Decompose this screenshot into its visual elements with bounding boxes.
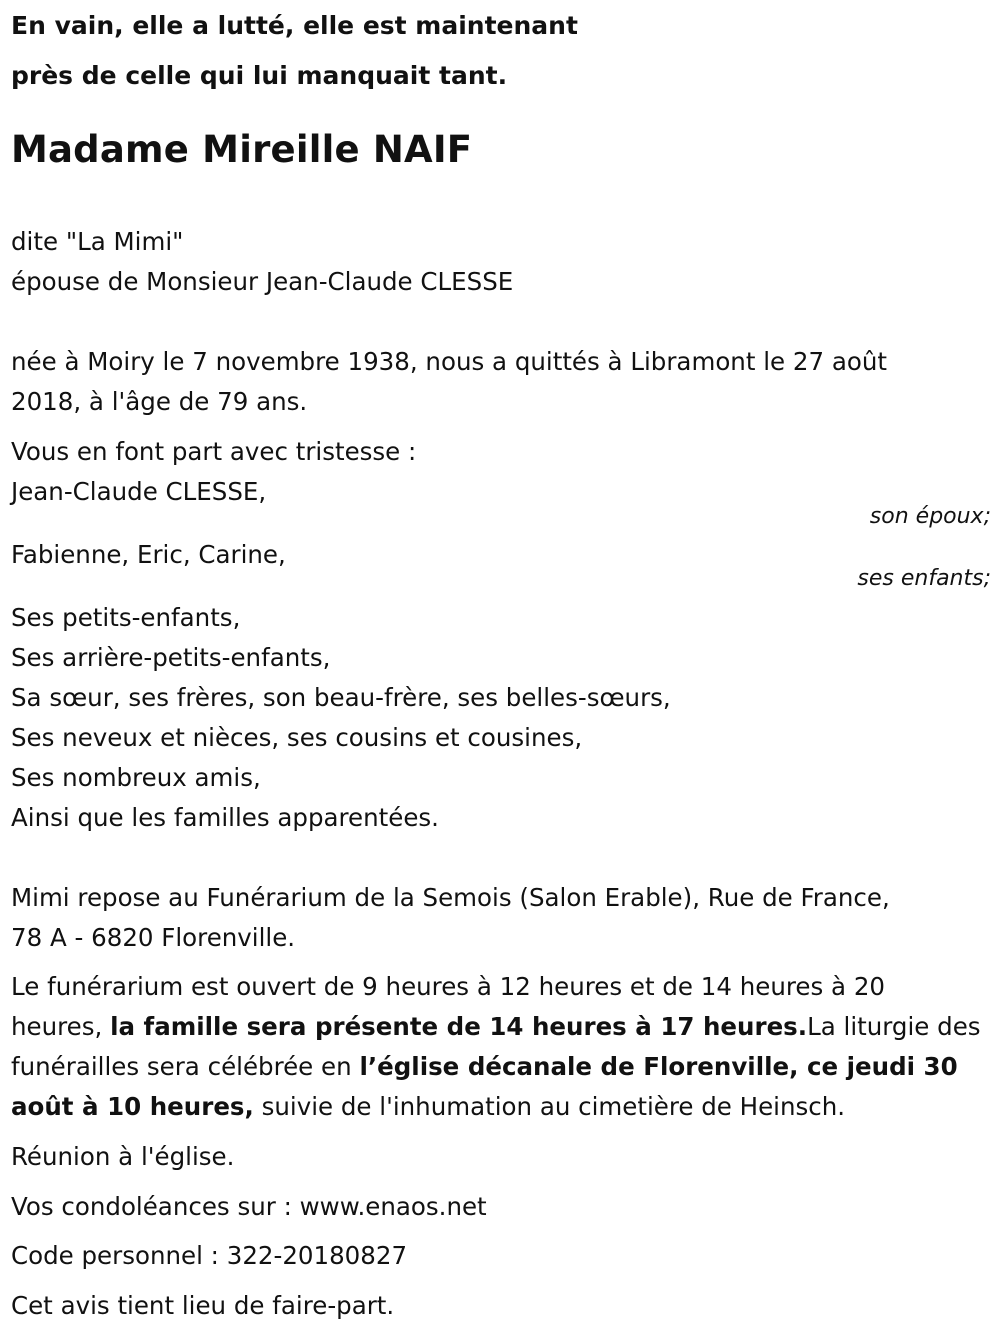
spouse-relation: son époux; — [869, 504, 991, 529]
children-relation: ses enfants; — [857, 566, 991, 591]
rest-line-2: 78 A - 6820 Florenville. — [11, 923, 296, 952]
children-names: Fabienne, Eric, Carine, — [11, 540, 286, 569]
hours-line-2 — [11, 1007, 981, 1047]
family-line: Ses nombreux amis, — [11, 763, 261, 792]
family-line: Ses neveux et nièces, ses cousins et cousines, — [11, 723, 583, 752]
deceased-name: Madame Mireille NAIF — [11, 128, 473, 171]
hours-text: La liturgie des — [807, 1012, 981, 1041]
family-line: Ses arrière-petits-enfants, — [11, 643, 331, 672]
personal-code: Code personnel : 322-20180827 — [11, 1241, 408, 1270]
birth-death-line-2: 2018, à l'âge de 79 ans. — [11, 387, 308, 416]
church-info: l’église décanale de Florenville, ce jeudi 30 — [359, 1052, 958, 1081]
epigraph-line-1: En vain, elle a lutté, elle est maintenant — [11, 11, 578, 40]
hours-text: funérailles sera célébrée en — [11, 1052, 360, 1081]
hours-line-4 — [11, 1087, 845, 1127]
hours-text: suivie de l'inhumation au cimetière de Heinsch. — [253, 1092, 846, 1121]
rest-line-1: Mimi repose au Funérarium de la Semois (Salon Erable), Rue de France, — [11, 883, 890, 912]
family-presence: la famille sera présente de 14 heures à 17 heures. — [110, 1012, 808, 1041]
family-line: Ses petits-enfants, — [11, 603, 241, 632]
condolences-info: Vos condoléances sur : www.enaos.net — [11, 1192, 487, 1221]
spouse-line: épouse de Monsieur Jean-Claude CLESSE — [11, 267, 514, 296]
announcement-intro: Vous en font part avec tristesse : — [11, 437, 417, 466]
funeral-time: août à 10 heures, — [11, 1092, 254, 1121]
notice-line: Cet avis tient lieu de faire-part. — [11, 1291, 395, 1320]
hours-line-3 — [11, 1047, 958, 1087]
family-line: Ainsi que les familles apparentées. — [11, 803, 439, 832]
spouse-name: Jean-Claude CLESSE, — [11, 477, 267, 506]
epigraph-line-2: près de celle qui lui manquait tant. — [11, 61, 508, 90]
nickname: dite "La Mimi" — [11, 227, 184, 256]
birth-death-line-1: née à Moiry le 7 novembre 1938, nous a quittés à Libramont le 27 août — [11, 347, 887, 376]
hours-line-1: Le funérarium est ouvert de 9 heures à 12 heures et de 14 heures à 20 — [11, 972, 886, 1001]
meeting-info: Réunion à l'église. — [11, 1142, 235, 1171]
hours-text: heures, — [11, 1012, 111, 1041]
family-line: Sa sœur, ses frères, son beau-frère, ses belles-sœurs, — [11, 683, 671, 712]
